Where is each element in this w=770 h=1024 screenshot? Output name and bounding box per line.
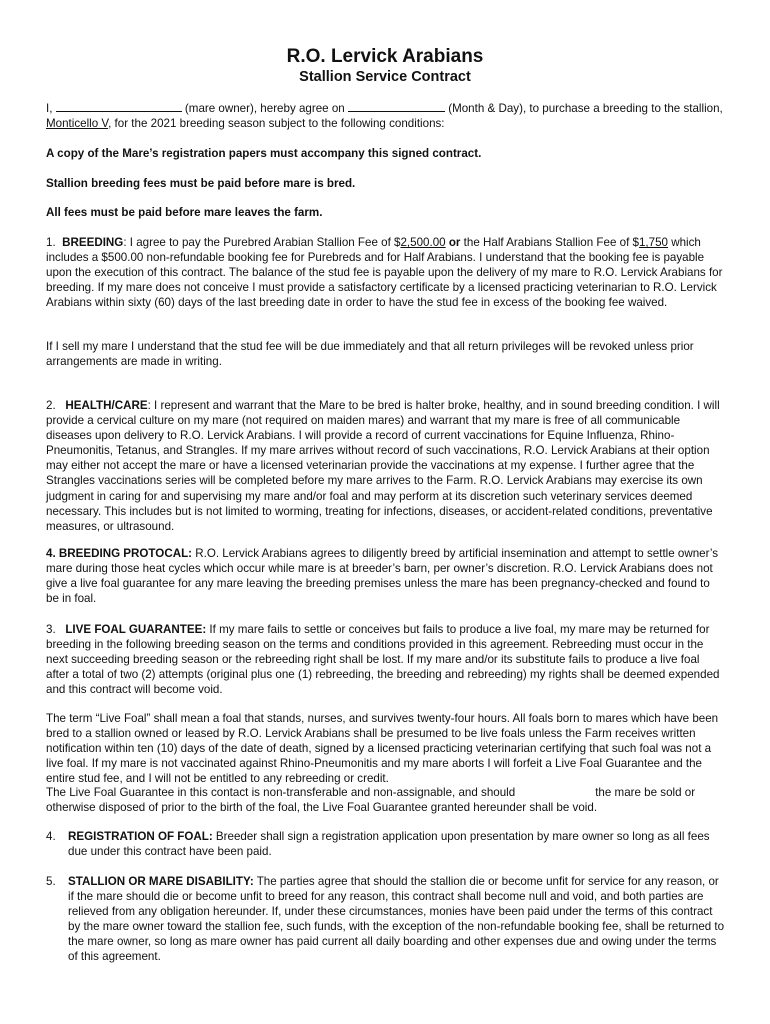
stallion-name: Monticello V: [46, 117, 109, 131]
section-guarantee: [46, 622, 724, 697]
intro-month-day: (Month & Day), to purchase a breeding to the: [448, 102, 681, 115]
section-heading: LIVE FOAL GUARANTEE:: [65, 623, 207, 636]
section-health: [46, 398, 724, 534]
intro-stallion-post: , for the 2021 breeding season subject to the following conditions:: [108, 117, 445, 131]
section-registration: [68, 829, 726, 859]
section-number: 4.: [46, 830, 56, 843]
fee-half: 1,750: [638, 236, 668, 249]
protocol-body: R.O. Lervick Arabians agrees to diligently breed by artificial insemination and attempt to settle owner’s mare during those heat cycles which occur while mare is at breeder’s barn, per owner’s discretion. R.O. Lervick Arabians does not give a live foal guarantee for any mare leaving the breeding premises unless the mare has been pregnancy-checked and found to be in foal.: [46, 547, 719, 606]
transfer-text-b: the mare be sold or otherwise disposed of prior to the birth of the foal, the Live Foal Guarantee granted hereunder shall be void.: [46, 786, 696, 815]
sell-paragraph: If I sell my mare I understand that the stud fee will be due immediately and that all return privileges will be revoked unless prior arrangements are made in writing.: [46, 340, 694, 369]
breeding-text: which includes a $500.00 non-refundable booking fee for Purebreds and for Half Arabians. I understand that the booking fee is payable upon the execution of this contract. The balance of the stud fee is payable upon the delivery of my mare to R.O. Lervick Arabians for breeding. If my mare does not conceive I must provide a satisfactory certificate by a licensed practicing veterinarian to R.O. Lervick Arabians within sixty (60) days of the last breeding date in order to have the stud fee in excess of the booking fee waived.: [46, 236, 723, 310]
guarantee-body: If my mare fails to settle or conceives but fails to produce a live foal, my mare may be returned for breeding in the following breeding season on the terms and conditions provided in this agreement. Rebreeding must occur in the next succeeding breeding season or the rebreeding right shall be lost. If my mare and/or its substitute fails to produce a live foal after a total of two (2) attempts (original plus one (1) rebreeding, the breeding and rebreeding) my rights shall be deemed expended and this contract will become void.: [46, 623, 720, 697]
intro-mare-owner: (mare owner), hereby agree on: [184, 102, 345, 115]
fee-purebred: 2,500.00: [400, 236, 446, 249]
notice-registration: A copy of the Mare’s registration papers must accompany this signed contract.: [46, 147, 482, 160]
section-heading: REGISTRATION OF FOAL:: [68, 830, 213, 843]
live-foal-term: The term “Live Foal” shall mean a foal that stands, nurses, and survives twenty-four hours. All foals born to mares which have been bred to a stallion owned or leased by R.O. Lervick Arabians shall be presumed to be live foals unless the Farm receives written notification within ten (10) days of the date of death, signed by a licensed practicing veterinarian certifying that such foal was not a live foal. If my mare is not vaccinated against Rhino-Pneumonitis and my mare aborts I will forfeit a Live Foal Guarantee and the entire stud fee, and I will not be entitled to any rebreeding or credit.: [46, 712, 719, 786]
intro-i: I,: [46, 102, 53, 115]
disability-body: The parties agree that should the stallion die or become unfit for service for any reason, or if the mare should die or become unfit to breed for any reason, this contract shall become null and void, and both parties are relieved from any obligation hereunder. If, under these circumstances, monies have been paid under the terms of this contract by the mare owner toward the stallion fee, such funds, with the exception of the non-refundable booking fee, shall be returned to the mare owner, so long as mare owner has paid current all daily boarding and other expenses due and owing under the terms of this agreement.: [68, 875, 725, 964]
breeding-text: the Half Arabians Stallion Fee of: [460, 236, 630, 249]
mare-owner-blank[interactable]: [56, 100, 182, 112]
registration-body: Breeder shall sign a registration application upon presentation by mare owner so long as all fees due under this contract have been paid.: [68, 830, 710, 859]
health-body: : I represent and warrant that the Mare to be bred is halter broke, healthy, and in sound breeding condition. I will provide a cervical culture on my mare (not required on maiden mares) and warrant that my mare is free of all communicable diseases upon delivery to R.O. Lervick Arabians. I will provide a record of current vaccinations for Equine Influenza, Rhino-Pneumonitis, Tetanus, and Strangles. If my mare arrives without record of such vaccinations, R.O. Lervick Arabians at their option may either not accept the mare or have a licensed veterinarian provide the vaccinations at my expense. I further agree that the Strangles vaccinations series will be completed before my mare arrives to the Farm. R.O. Lervick Arabians may exercise its own judgment in caring for and supervising my mare and/or foal and may perform at its discretion such veterinary services deemed necessary. This includes but is not limited to worming, treating for infections, diseases, or accident-related conditions, preventative measures, or ultrasound.: [46, 399, 720, 533]
intro-paragraph: [46, 100, 724, 131]
section-heading: 4. BREEDING PROTOCAL:: [46, 547, 193, 560]
section-heading: HEALTH/CARE: [65, 399, 148, 412]
notice-fees-before-bred: Stallion breeding fees must be paid before mare is bred.: [46, 177, 356, 190]
live-foal-transfer: [46, 785, 724, 815]
section-number: 2.: [46, 399, 56, 412]
transfer-text-a: The Live Foal Guarantee in this contact is non-transferable and non-assignable, and should: [46, 786, 516, 799]
month-day-blank[interactable]: [348, 100, 445, 112]
intro-stallion-pre: stallion,: [683, 102, 723, 115]
section-number: 3.: [46, 623, 56, 636]
fee-half-prefix: $: [632, 236, 639, 249]
section-number: 1.: [46, 236, 56, 249]
section-heading: STALLION OR MARE DISABILITY:: [68, 875, 254, 888]
document-title: R.O. Lervick Arabians: [286, 46, 484, 67]
section-disability: [68, 874, 726, 965]
or-text: or: [445, 236, 461, 249]
section-number: 5.: [46, 875, 56, 888]
section-heading: BREEDING: [62, 236, 124, 249]
section-protocol: [46, 546, 724, 606]
breeding-text: : I agree to pay the Purebred Arabian Stallion Fee of $: [123, 236, 401, 249]
section-breeding: [46, 235, 724, 310]
document-subtitle: Stallion Service Contract: [299, 69, 471, 85]
notice-fees-before-leave: All fees must be paid before mare leaves the farm.: [46, 206, 323, 219]
